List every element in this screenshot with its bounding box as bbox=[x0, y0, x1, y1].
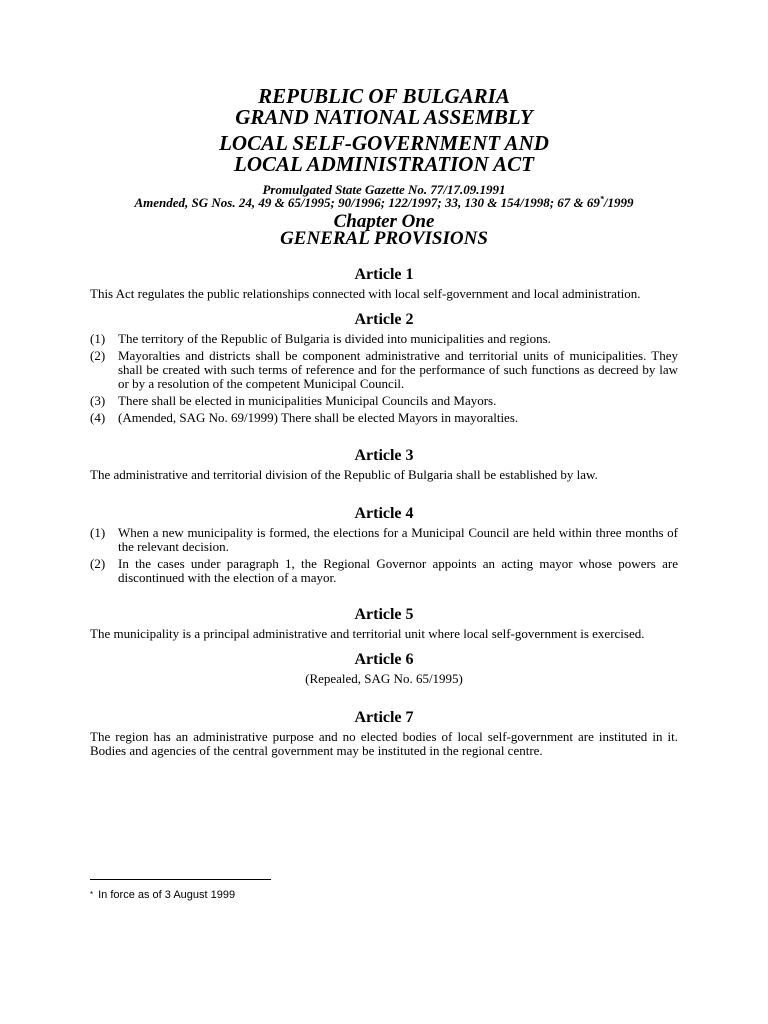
article-2 bbox=[90, 310, 678, 425]
article-5 bbox=[90, 605, 678, 641]
article-6 bbox=[90, 650, 678, 686]
footnote bbox=[90, 888, 235, 902]
article-heading: Article 5 bbox=[354, 606, 414, 623]
item-number: (1) bbox=[90, 331, 106, 346]
list-item bbox=[90, 349, 678, 391]
article-text: The administrative and territorial division of the Republic of Bulgaria shall be established by law. bbox=[90, 467, 598, 482]
article-7 bbox=[90, 708, 678, 758]
amended-year: /1999 bbox=[603, 195, 634, 210]
article-heading: Article 7 bbox=[354, 709, 414, 726]
article-text: The municipality is a principal administrative and territorial unit where local self-government is exercised. bbox=[90, 626, 645, 641]
act-title-line-1: LOCAL SELF-GOVERNMENT AND bbox=[219, 131, 549, 155]
assembly-title: GRAND NATIONAL ASSEMBLY bbox=[235, 105, 533, 129]
item-text: Mayoralties and districts shall be component administrative and territorial units of municipalities. They shall be created with such terms of reference and for the performance of such functions as decreed by law or by a resolution of the competent Municipal Council. bbox=[118, 348, 678, 391]
item-number: (4) bbox=[90, 410, 106, 425]
document-page bbox=[90, 86, 678, 758]
amended-line bbox=[90, 196, 678, 209]
article-1 bbox=[90, 265, 678, 301]
footnote-text: In force as of 3 August 1999 bbox=[98, 889, 236, 901]
item-text: In the cases under paragraph 1, the Regional Governor appoints an acting mayor whose powers are discontinued with the election of a mayor. bbox=[118, 556, 678, 585]
list-item bbox=[90, 332, 678, 346]
item-text: (Amended, SAG No. 69/1999) There shall be elected Mayors in mayoralties. bbox=[118, 410, 519, 425]
item-text: The territory of the Republic of Bulgaria is divided into municipalities and regions. bbox=[118, 331, 551, 346]
item-text: There shall be elected in municipalities Municipal Councils and Mayors. bbox=[118, 393, 497, 408]
footnote-reference: * bbox=[599, 194, 604, 204]
item-number: (1) bbox=[90, 525, 106, 540]
article-4 bbox=[90, 504, 678, 585]
article-heading: Article 6 bbox=[354, 651, 414, 668]
list-item bbox=[90, 526, 678, 554]
list-item bbox=[90, 394, 678, 408]
article-text: This Act regulates the public relationships connected with local self-government and local administration. bbox=[90, 286, 641, 301]
article-heading: Article 2 bbox=[354, 311, 414, 328]
item-number: (2) bbox=[90, 556, 106, 571]
list-item bbox=[90, 411, 678, 425]
list-item bbox=[90, 557, 678, 585]
promulgated-line: Promulgated State Gazette No. 77/17.09.1991 bbox=[262, 182, 506, 197]
article-text: The region has an administrative purpose and no elected bodies of local self-government are instituted in it. Bodies and agencies of the central government may be instituted in the regional centre. bbox=[90, 729, 678, 758]
footnote-mark: * bbox=[90, 890, 94, 899]
article-3 bbox=[90, 446, 678, 482]
amended-text: Amended, SG Nos. 24, 49 & 65/1995; 90/1996; 122/1997; 33, 130 & 154/1998; 67 & 69 bbox=[134, 195, 600, 210]
article-heading: Article 4 bbox=[354, 505, 414, 522]
article-heading: Article 1 bbox=[354, 266, 414, 283]
footnote-divider bbox=[90, 879, 271, 880]
item-text: When a new municipality is formed, the elections for a Municipal Council are held within three months of the relevant decision. bbox=[118, 525, 678, 554]
republic-title: REPUBLIC OF BULGARIA bbox=[258, 84, 510, 108]
chapter-title: GENERAL PROVISIONS bbox=[280, 228, 488, 249]
act-title-line-2: LOCAL ADMINISTRATION ACT bbox=[234, 152, 534, 176]
article-heading: Article 3 bbox=[354, 447, 414, 464]
chapter-number: Chapter One bbox=[333, 211, 435, 232]
item-number: (3) bbox=[90, 393, 106, 408]
item-number: (2) bbox=[90, 348, 106, 363]
article-text: (Repealed, SAG No. 65/1995) bbox=[305, 671, 463, 686]
